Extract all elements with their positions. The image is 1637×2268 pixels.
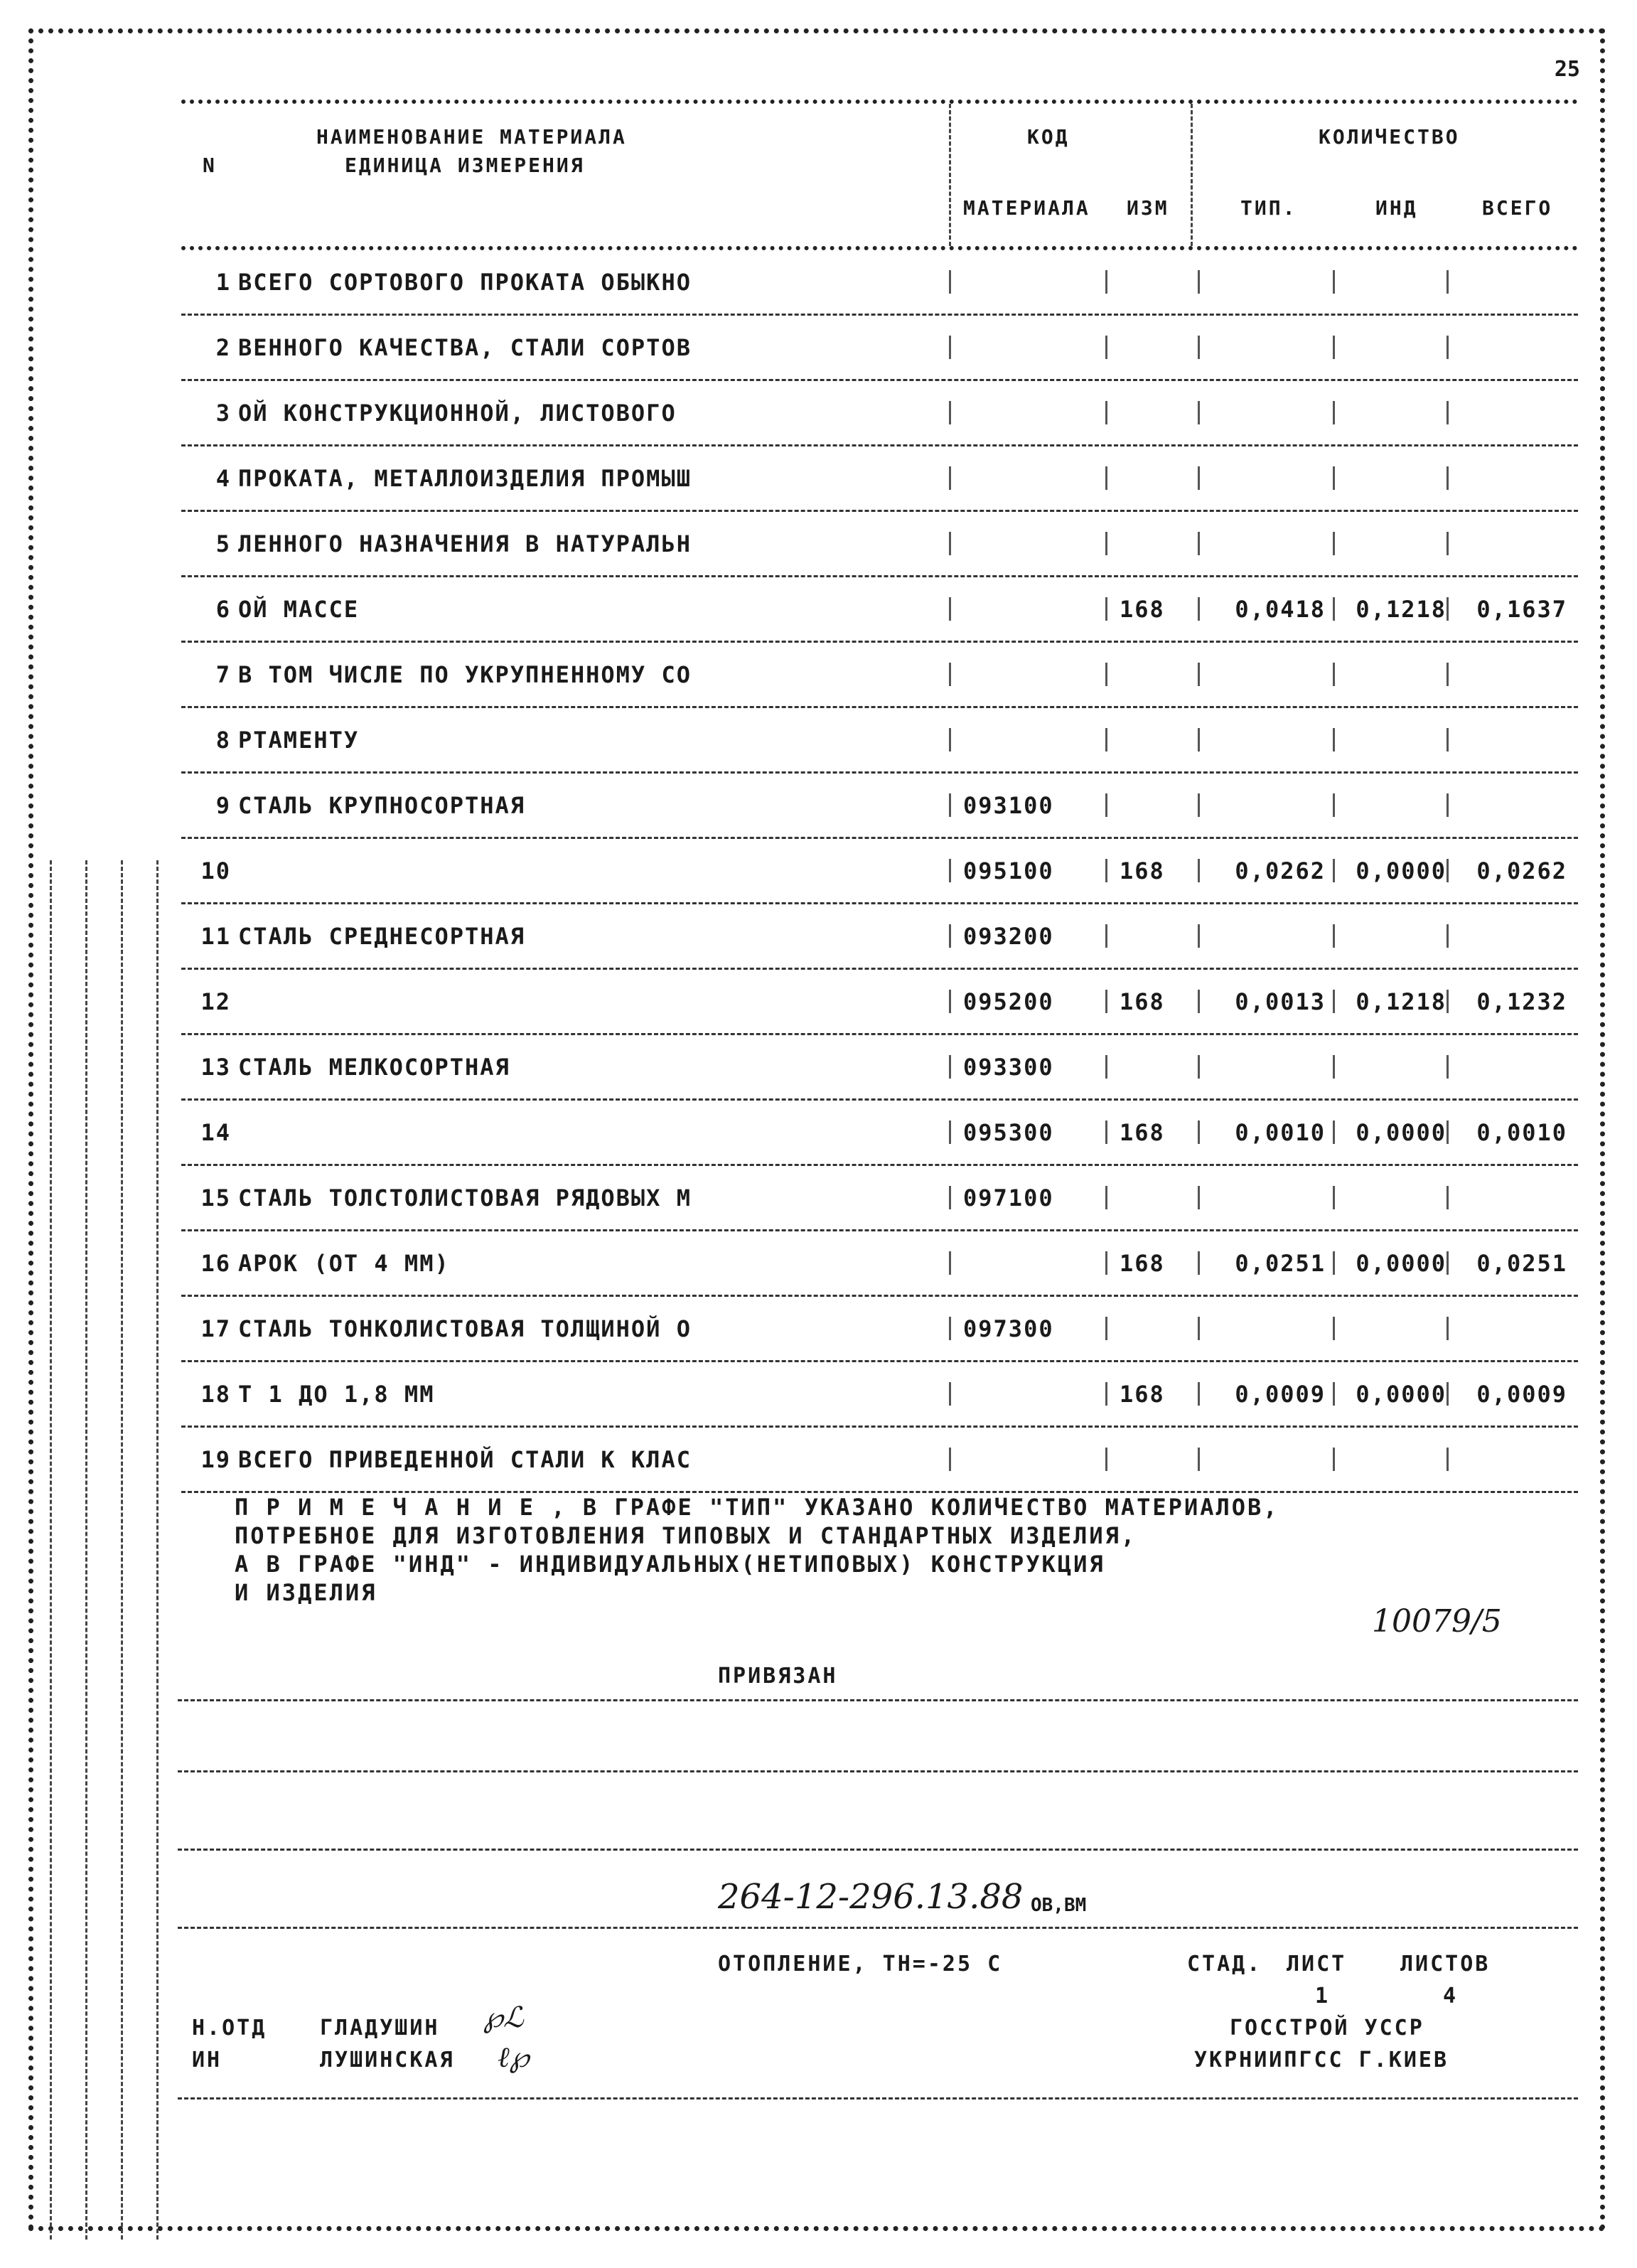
left-margin-columns xyxy=(43,860,181,2240)
row-number: 9 xyxy=(215,792,231,819)
row-name: ВСЕГО ПРИВЕДЕННОЙ СТАЛИ К КЛАС xyxy=(238,1446,692,1473)
note-line-2: ПОТРЕБНОЕ ДЛЯ ИЗГОТОВЛЕНИЯ ТИПОВЫХ И СТАНДАРТНЫХ ИЗДЕЛИЯ, xyxy=(235,1522,1137,1549)
row-name: СТАЛЬ ТОЛСТОЛИСТОВАЯ РЯДОВЫХ М xyxy=(238,1184,692,1211)
row-number: 11 xyxy=(200,923,231,950)
row-code: 093300 xyxy=(963,1054,1054,1081)
row-unit: 168 xyxy=(1120,1381,1165,1408)
row-unit: 168 xyxy=(1120,988,1165,1015)
row-number: 7 xyxy=(215,661,231,688)
row-name: СТАЛЬ СРЕДНЕСОРТНАЯ xyxy=(238,923,526,950)
table-row xyxy=(181,904,1578,970)
note-line-4: И ИЗДЕЛИЯ xyxy=(235,1579,377,1606)
row-number: 8 xyxy=(215,727,231,754)
header-name-line1: НАИМЕНОВАНИЕ МАТЕРИАЛА xyxy=(316,125,627,149)
row-ind: 0,0000 xyxy=(1356,1119,1447,1146)
row-ind: 0,1218 xyxy=(1356,596,1447,623)
table-row xyxy=(181,250,1578,316)
row-name: ОЙ МАССЕ xyxy=(238,596,360,623)
row-code: 097100 xyxy=(963,1184,1054,1211)
project-code-suffix: ОВ,ВМ xyxy=(1031,1895,1087,1916)
row-number: 5 xyxy=(215,530,231,557)
row-number: 2 xyxy=(215,334,231,361)
row-name: АРОК (ОТ 4 ММ) xyxy=(238,1250,450,1277)
stamp-sheet-label: ЛИСТ xyxy=(1287,1952,1347,1977)
stamp-stage-label: СТАД. xyxy=(1187,1952,1262,1977)
row-number: 19 xyxy=(200,1446,231,1473)
row-typ: 0,0251 xyxy=(1235,1250,1326,1277)
stamp-name2: ЛУШИНСКАЯ xyxy=(320,2048,455,2072)
table-row xyxy=(181,970,1578,1035)
header-qty-typ: ТИП. xyxy=(1240,196,1297,220)
header-code-unit: ИЗМ xyxy=(1127,196,1169,220)
row-name: ВСЕГО СОРТОВОГО ПРОКАТА ОБЫКНО xyxy=(238,269,692,296)
row-number: 3 xyxy=(215,400,231,427)
table-row xyxy=(181,1428,1578,1493)
stamp-title: ОТОПЛЕНИЕ, ТН=-25 С xyxy=(718,1952,1003,1977)
row-code: 095100 xyxy=(963,857,1054,884)
table-row xyxy=(181,1101,1578,1166)
header-quantity: КОЛИЧЕСТВО xyxy=(1319,125,1460,149)
table-row xyxy=(181,839,1578,904)
page-number: 25 xyxy=(1554,57,1580,82)
row-number: 14 xyxy=(200,1119,231,1146)
stamp-sheets-label: ЛИСТОВ xyxy=(1400,1952,1491,1977)
stamp-sheet-value: 1 xyxy=(1315,1984,1331,2008)
row-name: ЛЕННОГО НАЗНАЧЕНИЯ В НАТУРАЛЬН xyxy=(238,530,692,557)
header-name-line2: ЕДИНИЦА ИЗМЕРЕНИЯ xyxy=(345,154,585,177)
stamp-role2: ИН xyxy=(192,2048,222,2072)
row-typ: 0,0013 xyxy=(1235,988,1326,1015)
row-name: Т 1 ДО 1,8 ММ xyxy=(238,1381,435,1408)
row-code: 095300 xyxy=(963,1119,1054,1146)
row-ind: 0,0000 xyxy=(1356,1381,1447,1408)
table-row xyxy=(181,1231,1578,1297)
table-row xyxy=(181,708,1578,774)
table-row xyxy=(181,577,1578,643)
row-name: СТАЛЬ КРУПНОСОРТНАЯ xyxy=(238,792,526,819)
row-number: 18 xyxy=(200,1381,231,1408)
row-total: 0,1637 xyxy=(1476,596,1567,623)
row-number: 13 xyxy=(200,1054,231,1081)
title-block xyxy=(178,1642,1578,2104)
header-code: КОД xyxy=(1027,125,1070,149)
row-number: 10 xyxy=(200,857,231,884)
row-typ: 0,0010 xyxy=(1235,1119,1326,1146)
row-ind: 0,0000 xyxy=(1356,857,1447,884)
signature-2: ℓ℘ xyxy=(498,2041,530,2074)
handwritten-doc-number: 10079/5 xyxy=(1372,1603,1502,1640)
row-name: В ТОМ ЧИСЛЕ ПО УКРУПНЕННОМУ СО xyxy=(238,661,692,688)
row-ind: 0,1218 xyxy=(1356,988,1447,1015)
table-row xyxy=(181,512,1578,577)
row-name: СТАЛЬ МЕЛКОСОРТНАЯ xyxy=(238,1054,510,1081)
stamp-org-line2: УКРНИИПГСС Г.КИЕВ xyxy=(1194,2048,1449,2072)
row-code: 093100 xyxy=(963,792,1054,819)
table-row xyxy=(181,316,1578,381)
project-code: 264-12-296.13.88 xyxy=(718,1877,1024,1917)
row-number: 4 xyxy=(215,465,231,492)
row-number: 17 xyxy=(200,1315,231,1342)
row-code: 093200 xyxy=(963,923,1054,950)
row-total: 0,1232 xyxy=(1476,988,1567,1015)
table-row xyxy=(181,1297,1578,1362)
row-ind: 0,0000 xyxy=(1356,1250,1447,1277)
table-header xyxy=(181,104,1578,250)
row-number: 6 xyxy=(215,596,231,623)
row-name: ВЕННОГО КАЧЕСТВА, СТАЛИ СОРТОВ xyxy=(238,334,692,361)
row-number: 12 xyxy=(200,988,231,1015)
row-number: 1 xyxy=(215,269,231,296)
row-name: ПРОКАТА, МЕТАЛЛОИЗДЕЛИЯ ПРОМЫШ xyxy=(238,465,692,492)
row-total: 0,0262 xyxy=(1476,857,1567,884)
row-total: 0,0009 xyxy=(1476,1381,1567,1408)
row-name: ОЙ КОНСТРУКЦИОННОЙ, ЛИСТОВОГО xyxy=(238,400,677,427)
stamp-name1: ГЛАДУШИН xyxy=(320,2016,440,2040)
header-code-material: МАТЕРИАЛА xyxy=(963,196,1090,220)
signature-1: ℘ℒ xyxy=(483,2001,524,2034)
header-qty-ind: ИНД xyxy=(1375,196,1418,220)
stamp-org-line1: ГОССТРОЙ УССР xyxy=(1230,2016,1424,2040)
row-typ: 0,0262 xyxy=(1235,857,1326,884)
note-line-3: А В ГРАФЕ "ИНД" - ИНДИВИДУАЛЬНЫХ(НЕТИПОВЫХ) КОНСТРУКЦИЯ xyxy=(235,1551,1105,1578)
row-unit: 168 xyxy=(1120,1119,1165,1146)
table-row xyxy=(181,1035,1578,1101)
table-row xyxy=(181,381,1578,446)
row-total: 0,0010 xyxy=(1476,1119,1567,1146)
row-typ: 0,0009 xyxy=(1235,1381,1326,1408)
materials-table xyxy=(181,100,1578,1628)
table-row xyxy=(181,1362,1578,1428)
row-code: 095200 xyxy=(963,988,1054,1015)
row-typ: 0,0418 xyxy=(1235,596,1326,623)
row-unit: 168 xyxy=(1120,596,1165,623)
note-block xyxy=(235,1493,1550,1607)
table-row xyxy=(181,643,1578,708)
row-number: 16 xyxy=(200,1250,231,1277)
note-line-1: П Р И М Е Ч А Н И Е , В ГРАФЕ "ТИП" УКАЗАНО КОЛИЧЕСТВО МАТЕРИАЛОВ, xyxy=(235,1494,1279,1521)
row-number: 15 xyxy=(200,1184,231,1211)
row-code: 097300 xyxy=(963,1315,1054,1342)
row-name: РТАМЕНТУ xyxy=(238,727,360,754)
table-row xyxy=(181,774,1578,839)
row-unit: 168 xyxy=(1120,1250,1165,1277)
header-qty-total: ВСЕГО xyxy=(1482,196,1553,220)
stamp-sheets-value: 4 xyxy=(1443,1984,1459,2008)
table-row xyxy=(181,446,1578,512)
row-name: СТАЛЬ ТОНКОЛИСТОВАЯ ТОЛЩИНОЙ О xyxy=(238,1315,692,1342)
table-body xyxy=(181,250,1578,1493)
stamp-role1: Н.ОТД xyxy=(192,2016,267,2040)
row-unit: 168 xyxy=(1120,857,1165,884)
stamp-privyazan: ПРИВЯЗАН xyxy=(718,1664,838,1689)
table-row xyxy=(181,1166,1578,1231)
header-n: N xyxy=(203,154,217,177)
row-total: 0,0251 xyxy=(1476,1250,1567,1277)
